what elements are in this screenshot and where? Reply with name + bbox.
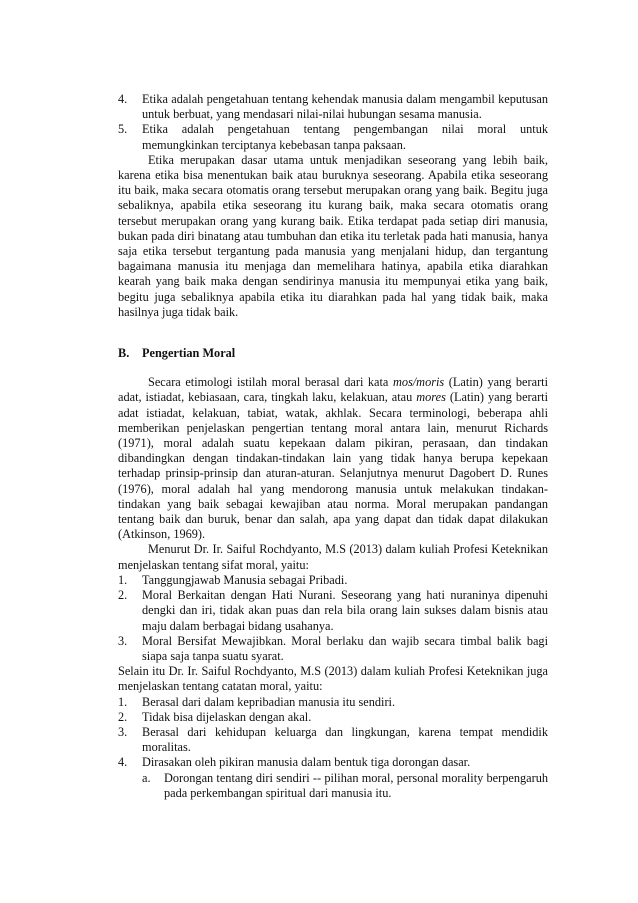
list-text: Moral Berkaitan dengan Hati Nurani. Seseorang yang hati nuraninya dipenuhi dengki dan iri, tidak akan puas dan rela bila orang lain sukses dalam bisnis atau maju dalam berbagai bidang usahanya. bbox=[142, 588, 548, 633]
list-text: Tidak bisa dijelaskan dengan akal. bbox=[142, 709, 312, 724]
list-number: 3. bbox=[118, 724, 128, 739]
list-number: 3. bbox=[118, 633, 128, 648]
paragraph-menurut: Menurut Dr. Ir. Saiful Rochdyanto, M.S (2013) dalam kuliah Profesi Keteknikan menjelaskan tentang sifat moral, yaitu: bbox=[118, 542, 548, 572]
list-text: Berasal dari kehidupan keluarga dan lingkungan, karena tempat mendidik moralitas. bbox=[142, 724, 548, 755]
list-text: Etika adalah pengetahuan tentang kehendak manusia dalam mengambil keputusan untuk berbuat, yang mendasari nilai-nilai hubungan sesama manusia. bbox=[142, 92, 548, 122]
list-number: 5. bbox=[118, 122, 128, 137]
list-text: Dirasakan oleh pikiran manusia dalam bentuk tiga dorongan dasar. bbox=[142, 755, 471, 770]
list-number: 4. bbox=[118, 755, 128, 770]
list-number: 1. bbox=[118, 572, 128, 587]
list-number: 4. bbox=[118, 92, 128, 106]
list-item bbox=[118, 573, 548, 588]
paragraph-etika: Etika merupakan dasar utama untuk menjadikan seseorang yang lebih baik, karena etika bisa menentukan baik atau buruknya seseorang. Apabila etika seseorang itu baik, maka secara otomatis orang tersebut merupakan orang yang baik. Begitu juga sebaliknya, apabila etika seseorang itu kurang baik, maka secara otomatis orang tersebut merupakan orang yang kurang baik. Etika terdapat pada setiap diri manusia, bukan pada diri binatang atau tumbuhan dan etika itu terletak pada hati manusia, hanya saja etika tersebut tergantung pada manusia yang menjalani hidup, dan tergantung bagaimana manusia itu menjaga dan memelihara hatinya, apabila etika diarahkan kearah yang baik maka dengan sendirinya manusia itu mempunyai etika yang baik, begitu juga sebaliknya apabila etika itu diarahkan pada hal yang tidak baik, maka hasilnya juga tidak baik. bbox=[118, 152, 548, 319]
list-item bbox=[118, 634, 548, 664]
list-text: Berasal dari dalam kepribadian manusia itu sendiri. bbox=[142, 694, 396, 709]
paragraph-selain: Selain itu Dr. Ir. Saiful Rochdyanto, M.S (2013) dalam kuliah Profesi Keteknikan juga menjelaskan tentang catatan moral, yaitu: bbox=[118, 664, 548, 694]
list-item bbox=[118, 755, 548, 770]
text-run: (Latin) yang berarti adat, istiadat, kebiasaan, cara, tingkah laku, kelakuan, atau bbox=[118, 375, 549, 405]
sub-list-letter: a. bbox=[142, 770, 151, 785]
list-text: Tanggungjawab Manusia sebagai Pribadi. bbox=[142, 572, 348, 587]
list-item bbox=[118, 710, 548, 725]
list-text: Moral Bersifat Mewajibkan. Moral berlaku dan wajib secara timbal balik bagi siapa saja tanpa suatu syarat. bbox=[142, 633, 548, 663]
list-number: 2. bbox=[118, 588, 128, 603]
sub-list-text: Dorongan tentang diri sendiri -- pilihan moral, personal morality berpengaruh pada perkembangan spiritual dari manusia itu. bbox=[164, 770, 548, 800]
list-number: 2. bbox=[118, 709, 128, 724]
page-content bbox=[118, 92, 548, 801]
list-item bbox=[118, 92, 548, 122]
text-run: Secara etimologi istilah moral berasal dari kata bbox=[148, 375, 393, 390]
list-item bbox=[118, 725, 548, 755]
list-number: 1. bbox=[118, 694, 128, 709]
list-item bbox=[118, 588, 548, 634]
list-item bbox=[118, 695, 548, 710]
section-heading bbox=[118, 346, 548, 361]
list-text: Etika adalah pengetahuan tentang pengembangan nilai moral untuk memungkinkan terciptanya kebebasan tanpa paksaan. bbox=[142, 122, 548, 152]
text-run: (Latin) yang berarti adat istiadat, kelakuan, tabiat, watak, akhlak. Secara terminologi, beberapa ahli memberikan penjelaskan pengertian tentang moral antara lain, menurut Richards (1971), moral adalah suatu kepekaan dalam pikiran, perasaan, dan tindakan dibandingkan dengan tindakan-tindakan lain yang tidak hanya berupa kepekaan terhadap prinsip-prinsip dan aturan-aturan. Selanjutnya menurut Dagobert D. Runes (1976), moral adalah hal yang mendorong manusia untuk melakukan tindakan-tindakan yang baik sebagai kewajiban atau norma. Moral merupakan pandangan tentang baik dan buruk, benar dan salah, apa yang dapat dan tidak dapat dilakukan (Atkinson, 1969). bbox=[118, 390, 549, 542]
sub-list-item bbox=[142, 771, 548, 801]
italic-term: mos/moris bbox=[392, 375, 445, 390]
paragraph-moral bbox=[118, 375, 548, 542]
section-number: B. bbox=[118, 346, 130, 361]
section-title: Pengertian Moral bbox=[142, 346, 236, 361]
italic-term: mores bbox=[416, 390, 446, 405]
list-item bbox=[118, 122, 548, 152]
